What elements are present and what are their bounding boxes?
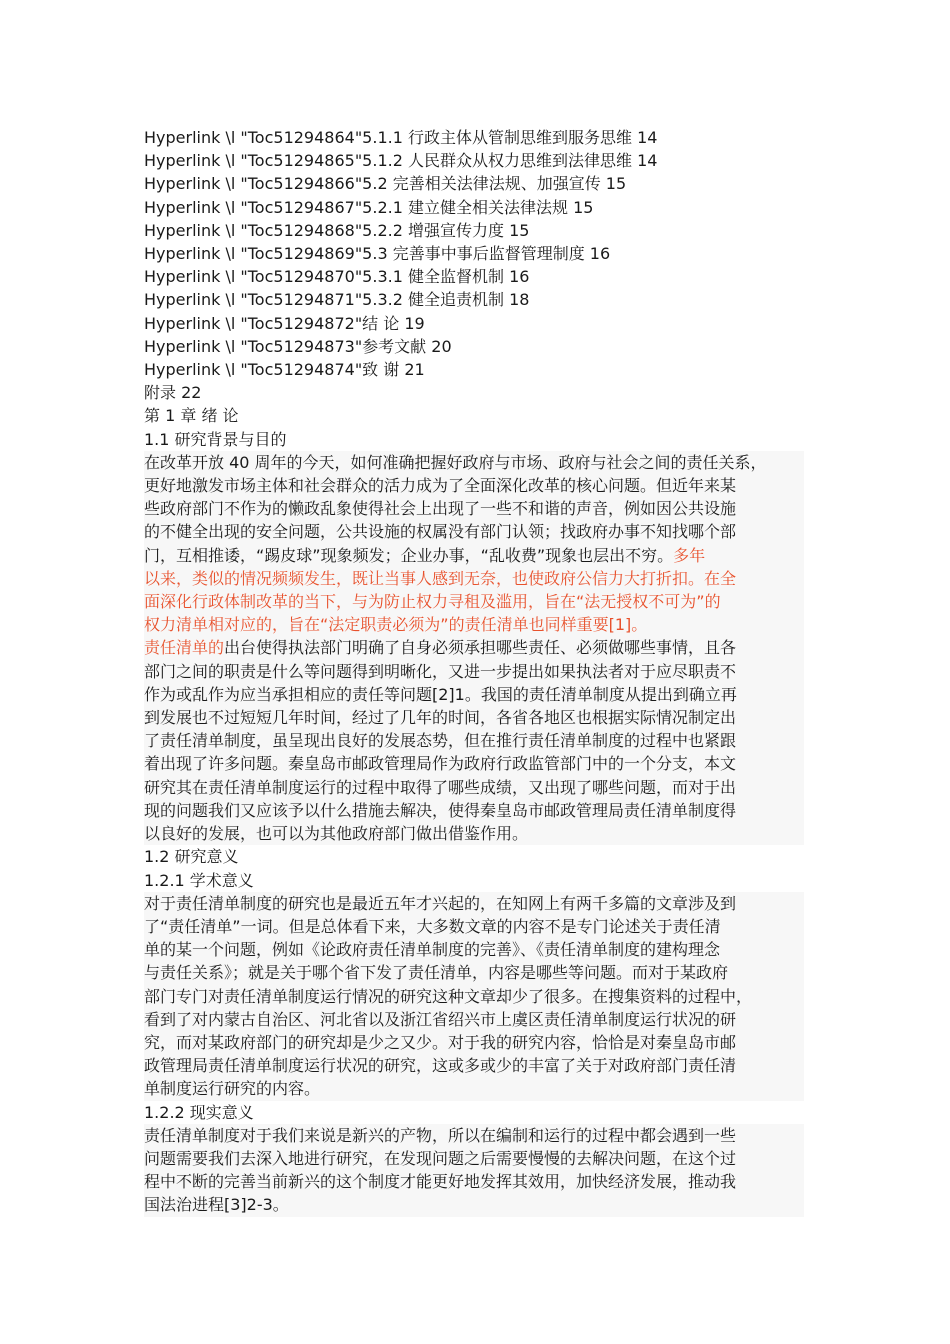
text-line: 部门专门对责任清单制度运行情况的研究这种文章却少了很多。在搜集资料的过程中， — [144, 986, 753, 1006]
paragraph-practical-significance — [144, 1124, 804, 1217]
text-line — [144, 544, 804, 567]
text-line: 了“责任清单”一词。但是总体看下来，大多数文章的内容不是专门论述关于责任清 — [144, 916, 721, 936]
text-line: 的不健全出现的安全问题，公共设施的权属没有部门认领；找政府办事不知找哪个部 — [144, 522, 737, 542]
toc-link[interactable]: Hyperlink \l "Toc51294873"参考文献 20 — [144, 336, 452, 356]
text-line: 问题需要我们去深入地进行研究，在发现问题之后需要慢慢的去解决问题，在这个过 — [144, 1148, 737, 1168]
text-line: 着出现了许多问题。秦皇岛市邮政管理局作为政府行政监管部门中的一个分支，本文 — [144, 754, 737, 774]
highlighted-text: 责任清单的 — [144, 638, 225, 658]
table-of-contents — [144, 126, 804, 404]
document-page — [144, 126, 804, 1217]
highlighted-line: 权力清单相对应的，旨在“法定职责必须为”的责任清单也同样重要[1]。 — [144, 615, 648, 635]
toc-link[interactable]: Hyperlink \l "Toc51294870"5.3.1 健全监督机制 16 — [144, 267, 530, 287]
text-segment: 出台使得执法部门明确了自身必须承担哪些责任、必须做哪些事情，且各 — [224, 638, 737, 658]
text-line: 作为或乱作为应当承担相应的责任等问题[2]1。我国的责任清单制度从提出到确立再 — [144, 684, 737, 704]
toc-link[interactable]: Hyperlink \l "Toc51294871"5.3.2 健全追责机制 18 — [144, 290, 530, 310]
text-line: 国法治进程[3]2-3。 — [144, 1195, 289, 1215]
toc-link[interactable]: Hyperlink \l "Toc51294865"5.1.2 人民群众从权力思维到法律思维 14 — [144, 151, 658, 171]
paragraph-background — [144, 451, 804, 637]
toc-link[interactable]: Hyperlink \l "Toc51294868"5.2.2 增强宣传力度 15 — [144, 220, 530, 240]
text-line: 对于责任清单制度的研究也是最近五年才兴起的，在知网上有两千多篇的文章涉及到 — [144, 893, 737, 913]
text-line — [144, 636, 804, 659]
text-line: 单的某一个问题，例如《论政府责任清单制度的完善》、《责任清单制度的建构理念 — [144, 940, 721, 960]
text-line: 到发展也不过短短几年时间，经过了几年的时间，各省各地区也根据实际情况制定出 — [144, 708, 737, 728]
text-line: 以良好的发展，也可以为其他政府部门做出借鉴作用。 — [144, 824, 529, 844]
section-heading-1-2-1: 1.2.1 学术意义 — [144, 870, 254, 890]
text-line: 责任清单制度对于我们来说是新兴的产物，所以在编制和运行的过程中都会遇到一些 — [144, 1125, 737, 1145]
section-heading-1-2-2: 1.2.2 现实意义 — [144, 1102, 254, 1122]
text-line: 与责任关系》；就是关于哪个省下发了责任清单，内容是哪些等问题。而对于某政府 — [144, 963, 729, 983]
section-heading-1-1: 1.1 研究背景与目的 — [144, 429, 287, 449]
highlighted-text: 多年 — [673, 545, 706, 565]
section-heading-1-2: 1.2 研究意义 — [144, 847, 239, 867]
toc-link[interactable]: Hyperlink \l "Toc51294869"5.3 完善事中事后监督管理制度 16 — [144, 244, 611, 264]
text-line: 部门之间的职责是什么等问题得到明晰化，又进一步提出如果执法者对于应尽职责不 — [144, 661, 737, 681]
text-line: 究，而对某政府部门的研究却是少之又少。对于我的研究内容，恰恰是对秦皇岛市邮 — [144, 1032, 737, 1052]
highlighted-line: 面深化行政体制改革的当下，与为防止权力寻租及滥用，旨在“法无授权不可为”的 — [144, 592, 721, 612]
toc-link[interactable]: Hyperlink \l "Toc51294874"致 谢 21 — [144, 360, 425, 380]
text-line: 在改革开放 40 周年的今天，如何准确把握好政府与市场、政府与社会之间的责任关系， — [144, 452, 767, 472]
text-line: 些政府部门不作为的懒政乱象使得社会上出现了一些不和谐的声音，例如因公共设施 — [144, 499, 737, 519]
chapter-title: 第 1 章 绪 论 — [144, 406, 239, 426]
text-line: 政管理局责任清单制度运行状况的研究，这或多或少的丰富了关于对政府部门责任清 — [144, 1056, 737, 1076]
toc-link[interactable]: Hyperlink \l "Toc51294872"结 论 19 — [144, 313, 425, 333]
text-line: 更好地激发市场主体和社会群众的活力成为了全面深化改革的核心问题。但近年来某 — [144, 476, 737, 496]
highlighted-line: 以来，类似的情况频频发生，既让当事人感到无奈，也使政府公信力大打折扣。在全 — [144, 568, 737, 588]
text-line: 研究其在责任清单制度运行的过程中取得了哪些成绩，又出现了哪些问题，而对于出 — [144, 777, 737, 797]
paragraph-responsibility-list — [144, 636, 804, 845]
text-line: 单制度运行研究的内容。 — [144, 1079, 321, 1099]
text-line: 程中不断的完善当前新兴的这个制度才能更好地发挥其效用，加快经济发展，推动我 — [144, 1172, 737, 1192]
text-line: 现的问题我们又应该予以什么措施去解决，使得秦皇岛市邮政管理局责任清单制度得 — [144, 800, 737, 820]
text-segment: 门，互相推诿，“踢皮球”现象频发；企业办事，“乱收费”现象也层出不穷。 — [144, 545, 674, 565]
toc-link[interactable]: Hyperlink \l "Toc51294866"5.2 完善相关法律法规、加强宣传 15 — [144, 174, 627, 194]
paragraph-academic-significance — [144, 892, 804, 1101]
toc-appendix: 附录 22 — [144, 383, 202, 403]
toc-link[interactable]: Hyperlink \l "Toc51294864"5.1.1 行政主体从管制思维到服务思维 14 — [144, 128, 658, 147]
text-line: 看到了对内蒙古自治区、河北省以及浙江省绍兴市上虞区责任清单制度运行状况的研 — [144, 1009, 737, 1029]
toc-link[interactable]: Hyperlink \l "Toc51294867"5.2.1 建立健全相关法律法规 15 — [144, 197, 594, 217]
text-line: 了责任清单制度，虽呈现出良好的发展态势，但在推行责任清单制度的过程中也紧跟 — [144, 731, 737, 751]
